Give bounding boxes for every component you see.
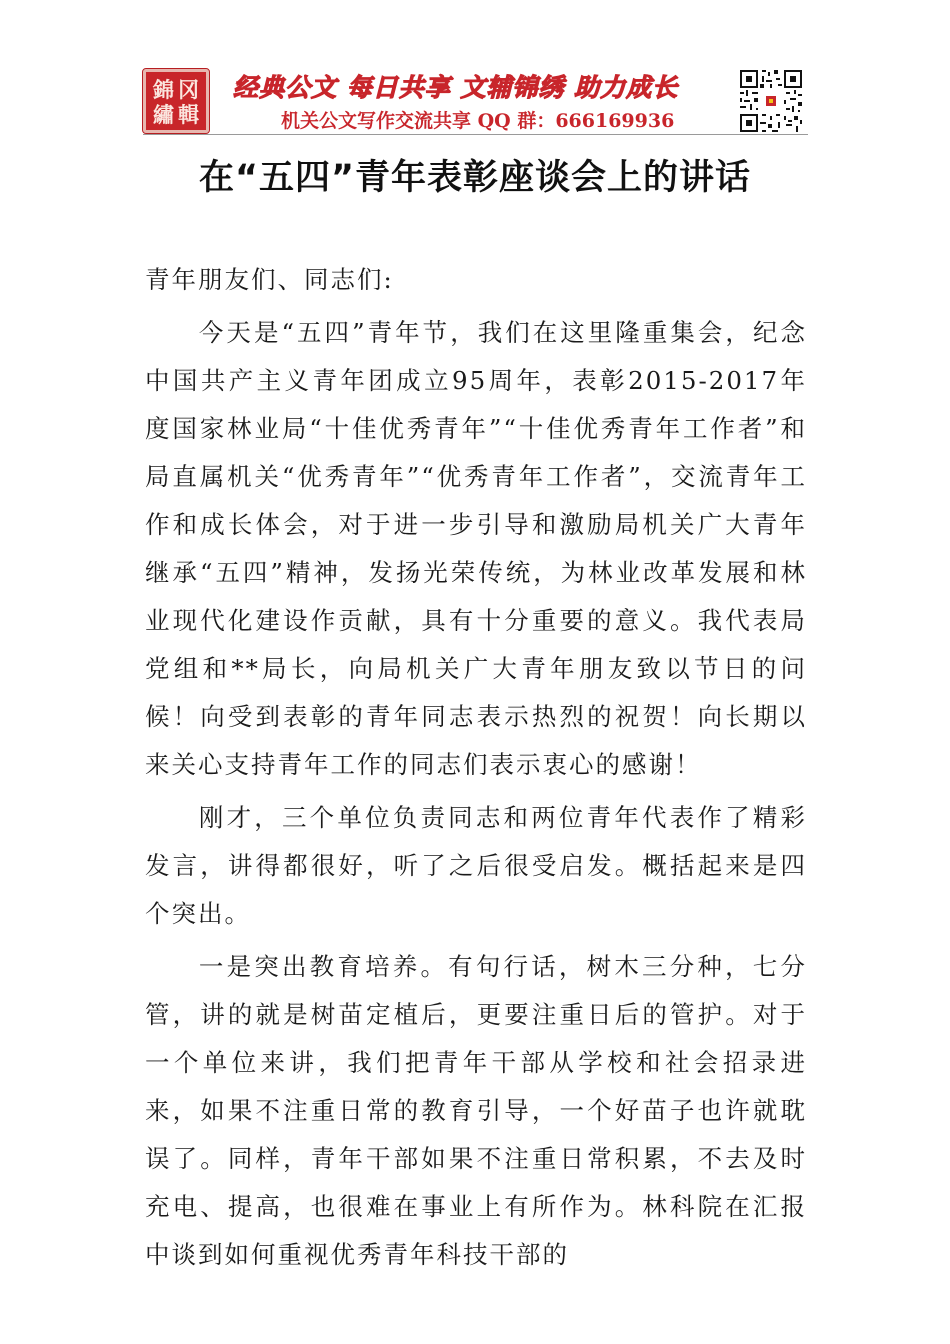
paragraph: 刚才，三个单位负责同志和两位青年代表作了精彩发言，讲得都很好，听了之后很受启发。概括起来是四个突出。 [145,803,807,928]
header-slogan: 经典公文 每日共享 文辅锦绣 助力成长 [233,73,679,102]
header-divider [143,134,808,135]
salutation: 青年朋友们、同志们: [145,265,394,294]
seal-logo [143,69,209,133]
seal-char: 繡 [153,102,174,127]
header-banner [143,66,811,136]
seal-char: 輯 [178,102,199,127]
document-body [145,256,807,1284]
qr-code-icon [738,68,804,134]
paragraph: 一是突出教育培养。有句行话，树木三分种，七分管，讲的就是树苗定植后，更要注重日后的管护。对于一个单位来讲，我们把青年干部从学校和社会招录进来，如果不注重日常的教育引导，一个好苗子也许就耽误了。同样，青年干部如果不注重日常积累，不去及时充电、提高，也很难在事业上有所作为。林科院在汇报中谈到如何重视优秀青年科技干部的 [145,952,807,1269]
qq-group-line: 机关公文写作交流共享 QQ 群：666169936 [281,110,675,132]
seal-char: 冈 [178,77,199,102]
seal-char: 錦 [153,77,174,102]
paragraph: 今天是“五四”青年节，我们在这里隆重集会，纪念中国共产主义青年团成立95周年，表彰2015-2017年度国家林业局“十佳优秀青年”“十佳优秀青年工作者”和局直属机关“优秀青年”“优秀青年工作者”，交流青年工作和成长体会，对于进一步引导和激励局机关广大青年继承“五四”精神，发扬光荣传统，为林业改革发展和林业现代化建设作贡献，具有十分重要的意义。我代表局党组和**局长，向局机关广大青年朋友致以节日的问候！向受到表彰的青年同志表示热烈的祝贺！向长期以来关心支持青年工作的同志们表示衷心的感谢！ [145,318,807,779]
document-title: 在“五四”青年表彰座谈会上的讲话 [198,158,751,198]
